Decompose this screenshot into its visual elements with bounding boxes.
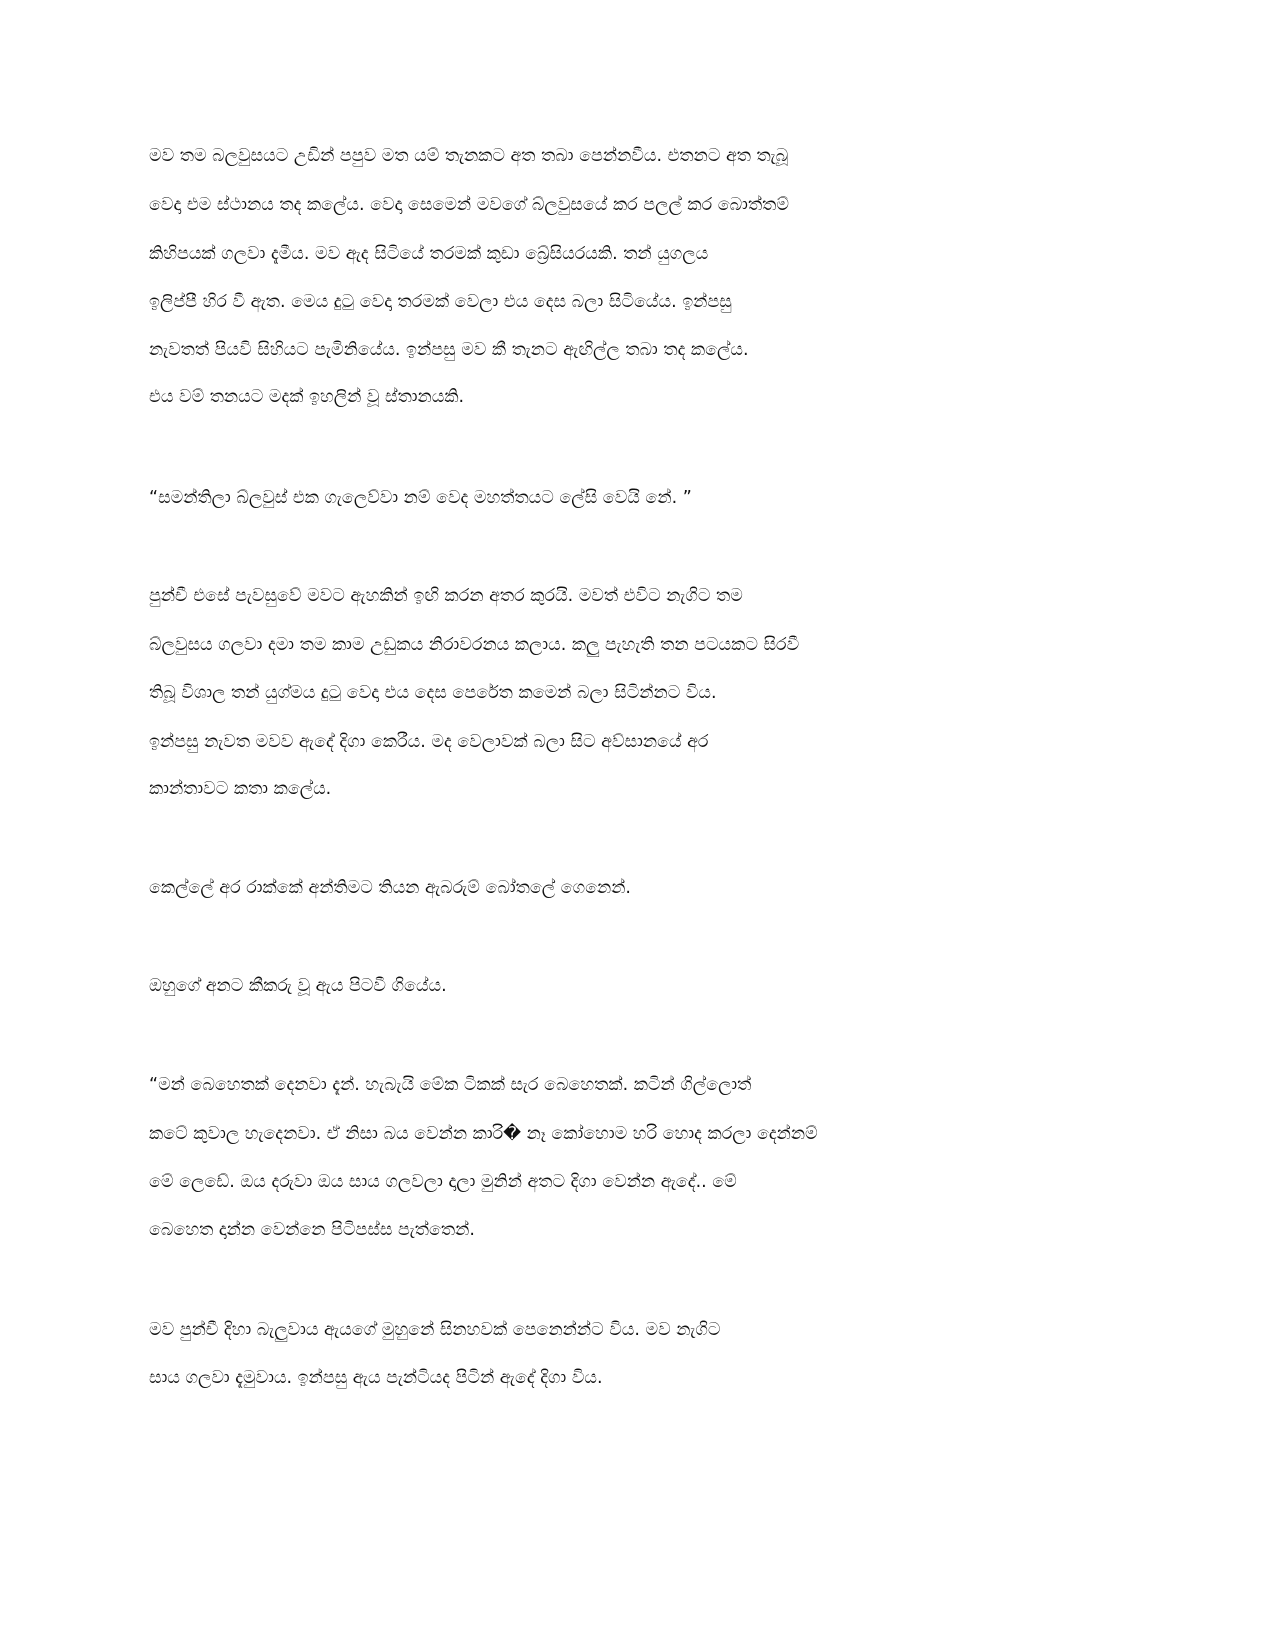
text-line: මව තම බලවුසයට උඩින් පපුව මත යම් තැනකට අත තබා පෙන්නවීය. එතනට අත තැබූ: [149, 146, 789, 166]
text-line: කාන්තාවට කතා කලේය.: [149, 779, 332, 799]
text-line: මව පුන්චී දිහා බැලුවාය ඇයගේ මුහුනේ සිනහවක් පෙනෙන්න්ට විය. මව නැගිට: [149, 1320, 721, 1340]
text-line: මේ ලෙඩේ. ඔය දරුවා ඔය සාය ගලවලා දාලා මුනින් අතට දිගා වෙන්න ඇදේ.. මේ: [149, 1172, 737, 1192]
quote-line: “මන් බෙහෙතක් දෙනවා දැන්. හැබැයි මේක ටිකක් සැර බෙහෙතක්. කටින් ගිල්ලොත්: [149, 1075, 752, 1095]
text-line: නැවතත් පියවි සිහියට පැමිනියේය. ඉන්පසු මව කී තැනට ඇඟිල්ල තබා තද කලේය.: [149, 340, 749, 360]
text-line: සාය ගලවා දැමුවාය. ඉන්පසු ඇය පැන්ටියද පිටින් ඇදේ දිගා විය.: [149, 1368, 603, 1388]
text-line: බ්ලවුසය ගලවා දමා තම කාම උඩුකය නිරාවරනය කලාය. කලු පැහැති තන පටයකට සිරවී: [149, 635, 800, 655]
text-line: පුන්චී එසේ පැවසුවේ මවට ඇහකින් ඉඟි කරන අතර කුරයි. මවත් එවිට නැගිට තම: [149, 586, 743, 606]
text-line: කිහිපයක් ගලවා දැමීය. මව ඇද සිටියේ තරමක් කුඩා බ්‍රේසියරයකි. තන් යුගලය: [149, 244, 709, 264]
text-line: වෙදා එම ස්ථානය තද කලේය. වෙදා සෙමෙන් මවගේ බ්ලවුසයේ කර පලල් කර බොත්තම්: [149, 195, 789, 215]
text-line: ඉලිප්පී හිර වී ඇත. මෙය දුටු වෙදා තරමක් වෙලා එය දෙස බලා සිටියේය. ඉන්පසු: [149, 292, 732, 312]
text-line: තිබූ විශාල තන් යුග්මය දුටු වෙදා එය දෙස පෙරේත කමෙන් බලා සිටින්නට විය.: [149, 683, 717, 703]
text-line: ඉන්පසු නැවත මවව ඇදේ දිගා කෙරීය. මද වෙලාවක් බලා සිට අව්සානයේ අර: [149, 732, 709, 752]
text-line: එය වම් තනයට මදක් ඉහලින් වූ ස්තානයකි.: [149, 387, 465, 407]
quote-line: “සමන්තිලා බ්ලවුස් එක ගැලෙව්වා නම් වෙද මහත්තයට ලේසි වෙයි නේ. ”: [149, 488, 692, 508]
text-line: ඔහුගේ අනට කීකරු වූ ඇය පිටවී ගියේය.: [149, 976, 447, 996]
text-line: බෙහෙත දාන්න වෙන්නෙ පිටිපස්ස පැත්තෙන්.: [149, 1220, 475, 1240]
text-line: කටේ කුවාල හැදෙනවා. ඒ නිසා බය වෙන්න කාරි� නෑ කෝහොම හරි හොද කරලා දෙන්නම්: [149, 1124, 818, 1144]
text-line: කෙල්ලේ අර රාක්කේ අන්තිමට තියන ඇබරුම් බෝතලේ ගෙනෙන්.: [149, 878, 631, 898]
